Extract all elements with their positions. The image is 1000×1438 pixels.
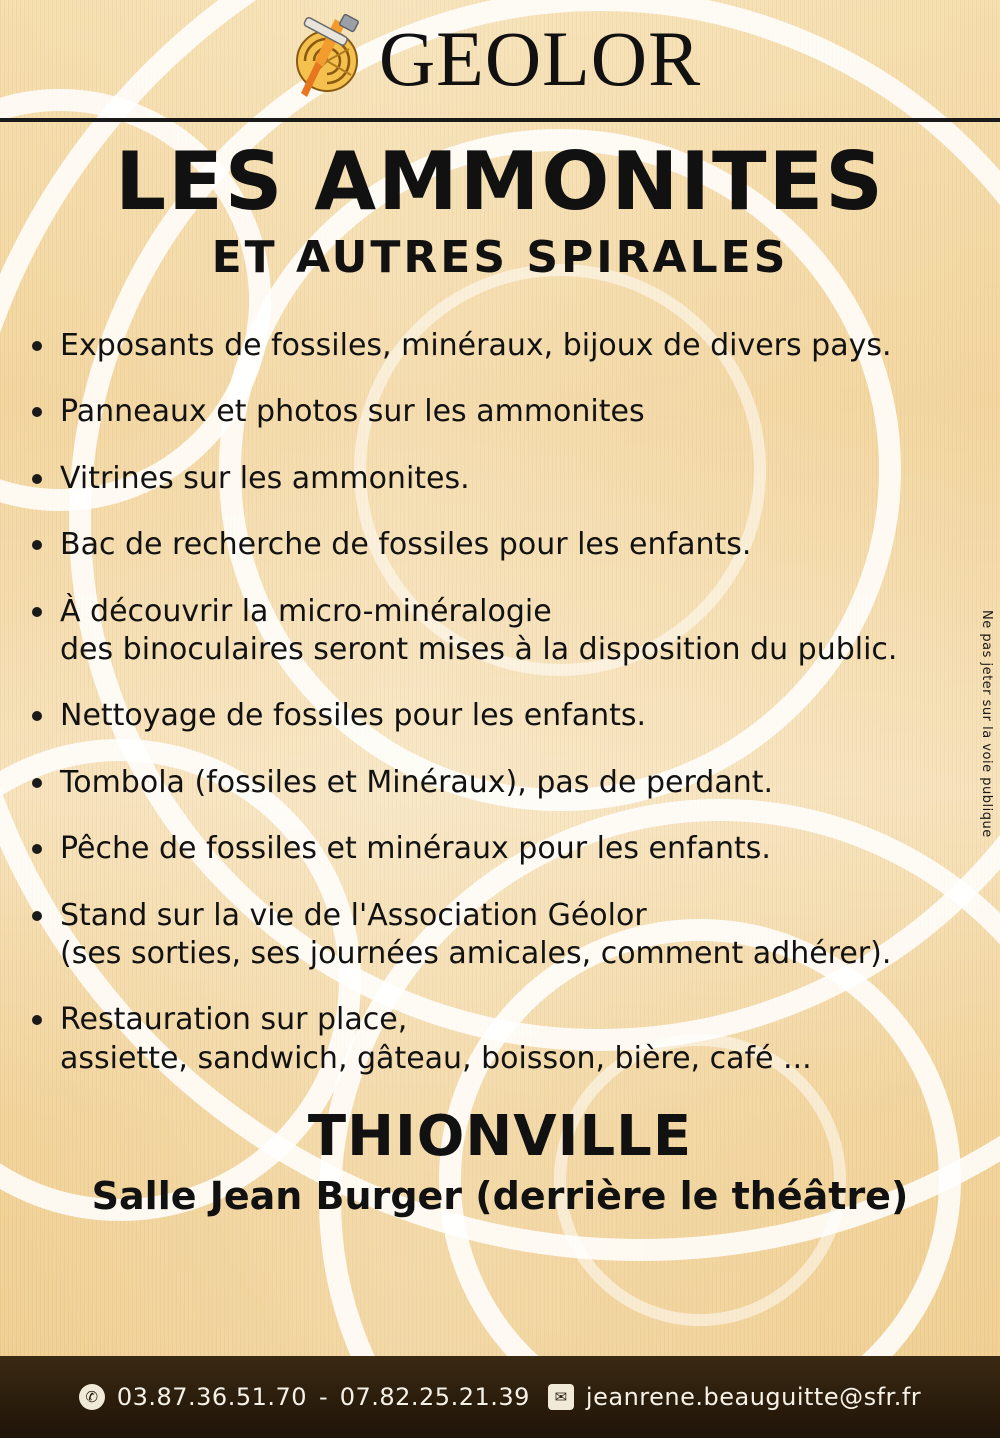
list-item xyxy=(26,830,960,868)
phone-separator: - xyxy=(319,1383,328,1411)
page-subtitle: ET AUTRES SPIRALES xyxy=(211,232,789,283)
venue-city: THIONVILLE xyxy=(307,1104,693,1170)
list-item-line1: Bac de recherche de fossiles pour les enfants. xyxy=(60,527,752,563)
title-block xyxy=(0,122,1000,283)
list-item-line1: Panneaux et photos sur les ammonites xyxy=(60,394,645,430)
list-item-line1: Tombola (fossiles et Minéraux), pas de perdant. xyxy=(60,764,774,800)
brand-title-text: GEOLOR xyxy=(378,15,702,102)
brand-title xyxy=(378,15,702,102)
phone-number-2[interactable]: 07.82.25.21.39 xyxy=(339,1383,530,1411)
list-item-line2: assiette, sandwich, gâteau, boisson, bière, café ... xyxy=(60,1040,812,1076)
list-item-line2: des binoculaires seront mises à la disposition du public. xyxy=(60,631,898,667)
list-item xyxy=(26,593,960,670)
phone-number-1[interactable]: 03.87.36.51.70 xyxy=(116,1383,308,1411)
mail-icon: ✉ xyxy=(548,1384,574,1410)
list-item xyxy=(26,1001,960,1078)
email-address[interactable]: jeanrene.beauguitte@sfr.fr xyxy=(585,1383,922,1411)
list-item-line1: Exposants de fossiles, minéraux, bijoux de divers pays. xyxy=(60,328,892,363)
email-contact xyxy=(548,1383,921,1411)
list-item xyxy=(26,764,960,802)
brand xyxy=(283,9,701,109)
list-item xyxy=(26,897,960,974)
list-item xyxy=(26,697,960,735)
phone-icon: ✆ xyxy=(79,1384,105,1410)
list-item-line2: (ses sorties, ses journées amicales, comment adhérer). xyxy=(60,935,892,971)
page-title: LES AMMONITES xyxy=(115,135,885,228)
feature-list xyxy=(0,327,1000,1078)
venue-block xyxy=(0,1106,1000,1218)
list-item-line1: Stand sur la vie de l'Association Géolor xyxy=(60,897,647,933)
list-item-line1: Vitrines sur les ammonites. xyxy=(60,460,470,496)
venue-hall: Salle Jean Burger (derrière le théâtre) xyxy=(91,1173,909,1218)
list-item xyxy=(26,526,960,564)
list-item-line1: Pêche de fossiles et minéraux pour les enfants. xyxy=(60,831,771,867)
contact-footer xyxy=(0,1356,1000,1438)
list-item-line1: À découvrir la micro-minéralogie xyxy=(60,593,552,629)
list-item xyxy=(26,460,960,498)
legal-sidenote: Ne pas jeter sur la voie publique xyxy=(979,610,994,838)
list-item xyxy=(26,393,960,431)
list-item xyxy=(26,327,960,365)
ammonite-hammer-logo-icon xyxy=(283,9,375,109)
list-item-line1: Restauration sur place, xyxy=(60,1002,408,1038)
phone-contact xyxy=(79,1383,530,1411)
poster-header xyxy=(0,0,1000,122)
list-item-line1: Nettoyage de fossiles pour les enfants. xyxy=(60,698,647,734)
